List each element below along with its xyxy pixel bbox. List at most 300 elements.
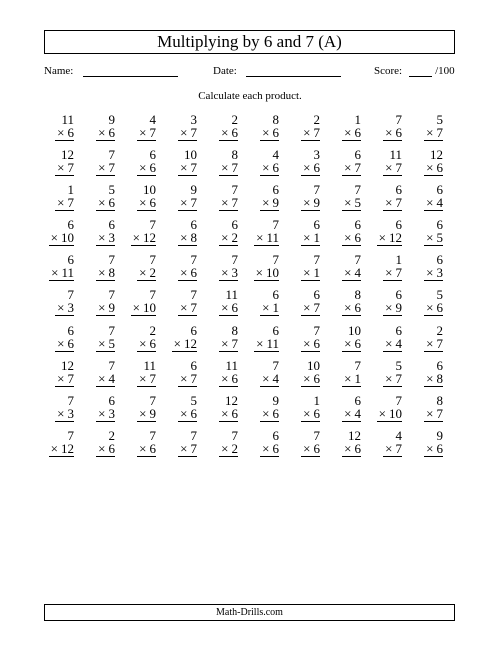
multiplier-row [424, 196, 443, 211]
times-sign: × [180, 370, 188, 386]
multiplication-problem [409, 218, 450, 253]
multiplicand: 12 [61, 147, 74, 163]
multiplication-problem [409, 288, 450, 323]
times-sign: × [57, 125, 65, 140]
multiplication-problem [368, 148, 409, 183]
multiplicand: 11 [389, 147, 402, 163]
multiplicand: 12 [430, 147, 443, 163]
problem-stack [219, 113, 238, 148]
multiplicand: 2 [149, 322, 156, 338]
times-sign: × [262, 405, 270, 421]
multiplicand: 11 [61, 112, 74, 127]
multiplication-problem [409, 148, 450, 183]
multiplier-row [219, 231, 238, 246]
instructions: Calculate each product. [198, 90, 302, 102]
times-sign: × [303, 370, 311, 386]
times-sign: × [132, 300, 140, 316]
multiplier-row [172, 337, 197, 352]
multiplier-row [301, 266, 320, 281]
times-sign: × [57, 370, 65, 386]
multiplier: 6 [190, 405, 197, 421]
multiplication-problem [409, 429, 450, 464]
multiplier: 2 [231, 440, 238, 456]
multiplicand: 1 [395, 252, 402, 268]
multiplicand: 12 [225, 392, 238, 408]
times-sign: × [385, 195, 393, 211]
multiplication-problem [327, 288, 368, 323]
multiplication-problem [40, 288, 81, 323]
multiplier: 6 [108, 195, 115, 211]
multiplier: 5 [354, 195, 361, 211]
multiplier-row [342, 161, 361, 176]
multiplication-problem [368, 218, 409, 253]
multiplier-row [96, 161, 115, 176]
times-sign: × [180, 160, 188, 176]
name-field [44, 64, 178, 77]
problem-stack [301, 359, 320, 394]
multiplication-problem [368, 183, 409, 218]
problem-stack [96, 288, 115, 323]
problem-stack [178, 113, 197, 148]
multiplication-problem [368, 359, 409, 394]
problem-stack [137, 113, 156, 148]
multiplier-row [383, 337, 402, 352]
multiplication-problem [122, 359, 163, 394]
multiplication-problem [245, 394, 286, 429]
date-blank[interactable] [246, 64, 341, 77]
multiplier-row [219, 442, 238, 457]
problem-stack [219, 394, 238, 429]
times-sign: × [262, 300, 270, 316]
multiplicand: 3 [190, 112, 197, 127]
times-sign: × [98, 160, 106, 176]
multiplier-row [49, 266, 74, 281]
multiplication-problem [163, 148, 204, 183]
multiplication-problem [204, 148, 245, 183]
multiplier-row [96, 442, 115, 457]
multiplier: 6 [436, 440, 443, 456]
problem-stack [301, 218, 320, 253]
multiplicand: 7 [354, 182, 361, 198]
times-sign: × [139, 160, 147, 176]
times-sign: × [221, 440, 229, 456]
multiplier: 7 [149, 125, 156, 140]
multiplier-row [424, 372, 443, 387]
multiplicand: 6 [190, 322, 197, 338]
times-sign: × [256, 335, 264, 351]
multiplier-row [424, 442, 443, 457]
multiplier: 6 [231, 300, 238, 316]
problem-stack [55, 359, 74, 394]
multiplier: 6 [272, 405, 279, 421]
times-sign: × [344, 125, 352, 140]
problem-stack [424, 253, 443, 288]
multiplicand: 7 [67, 287, 74, 303]
multiplier: 12 [184, 335, 197, 351]
multiplier: 6 [108, 440, 115, 456]
multiplicand: 7 [149, 217, 156, 233]
multiplication-problem [368, 429, 409, 464]
problem-stack [254, 253, 279, 288]
times-sign: × [180, 440, 188, 456]
multiplier: 2 [231, 230, 238, 246]
worksheet-title [44, 30, 455, 54]
multiplication-problem [122, 148, 163, 183]
multiplier-row [55, 126, 74, 141]
multiplier-row [301, 372, 320, 387]
multiplier: 10 [61, 230, 74, 246]
multiplication-problem [40, 359, 81, 394]
multiplier: 6 [354, 440, 361, 456]
times-sign: × [385, 265, 393, 281]
problem-stack [55, 148, 74, 183]
multiplier-row [383, 266, 402, 281]
multiplier: 6 [354, 300, 361, 316]
multiplier: 7 [67, 370, 74, 386]
times-sign: × [303, 405, 311, 421]
multiplicand: 7 [67, 427, 74, 443]
multiplier: 7 [395, 265, 402, 281]
multiplicand: 8 [354, 287, 361, 303]
multiplier-row [219, 407, 238, 422]
times-sign: × [426, 160, 434, 176]
multiplication-problem [245, 148, 286, 183]
times-sign: × [303, 125, 311, 140]
multiplication-problem [286, 183, 327, 218]
multiplier: 6 [190, 265, 197, 281]
multiplier: 6 [149, 195, 156, 211]
times-sign: × [262, 160, 270, 176]
multiplicand: 1 [67, 182, 74, 198]
multiplier-row [254, 266, 279, 281]
multiplier-row [301, 196, 320, 211]
multiplicand: 7 [149, 392, 156, 408]
problem-stack [383, 253, 402, 288]
multiplier: 7 [231, 335, 238, 351]
multiplication-problem [204, 253, 245, 288]
multiplier: 7 [67, 160, 74, 176]
problem-stack [377, 218, 402, 253]
times-sign: × [57, 160, 65, 176]
times-sign: × [262, 370, 270, 386]
multiplier-row [383, 301, 402, 316]
problem-stack [254, 324, 279, 359]
times-sign: × [344, 230, 352, 246]
multiplicand: 6 [436, 217, 443, 233]
problem-stack [55, 324, 74, 359]
problem-stack [301, 288, 320, 323]
multiplier-row [260, 301, 279, 316]
multiplier-row [178, 126, 197, 141]
problem-stack [131, 218, 156, 253]
multiplier: 3 [108, 405, 115, 421]
multiplication-problem [327, 218, 368, 253]
problem-stack [301, 183, 320, 218]
multiplier-row [55, 407, 74, 422]
multiplicand: 6 [354, 217, 361, 233]
multiplier-row [137, 196, 156, 211]
problem-stack [219, 253, 238, 288]
times-sign: × [50, 230, 58, 246]
multiplier-row [137, 337, 156, 352]
multiplier: 6 [149, 335, 156, 351]
multiplication-problem [204, 429, 245, 464]
times-sign: × [262, 125, 270, 140]
multiplier-row [424, 337, 443, 352]
multiplication-problem [122, 253, 163, 288]
multiplier-row [178, 196, 197, 211]
multiplication-problem [122, 183, 163, 218]
multiplier: 7 [190, 160, 197, 176]
multiplication-problem [81, 394, 122, 429]
multiplier: 4 [436, 195, 443, 211]
times-sign: × [139, 440, 147, 456]
multiplicand: 7 [108, 147, 115, 163]
multiplier: 12 [143, 230, 156, 246]
multiplicand: 6 [67, 217, 74, 233]
multiplier: 4 [395, 335, 402, 351]
multiplication-problem [327, 113, 368, 148]
multiplication-problem [81, 148, 122, 183]
multiplier-row [178, 231, 197, 246]
multiplication-problem [245, 359, 286, 394]
multiplier-row [178, 407, 197, 422]
times-sign: × [344, 195, 352, 211]
multiplier-row [178, 161, 197, 176]
multiplication-problem [368, 324, 409, 359]
problem-stack [178, 253, 197, 288]
multiplier-row [219, 337, 238, 352]
multiplicand: 7 [354, 357, 361, 373]
multiplicand: 7 [190, 252, 197, 268]
multiplication-problem [368, 253, 409, 288]
multiplier: 3 [67, 300, 74, 316]
times-sign: × [344, 370, 352, 386]
multiplication-problem [122, 113, 163, 148]
times-sign: × [344, 265, 352, 281]
multiplicand: 1 [354, 112, 361, 127]
multiplier-row [55, 301, 74, 316]
times-sign: × [262, 195, 270, 211]
problem-stack [342, 288, 361, 323]
times-sign: × [426, 405, 434, 421]
multiplication-problem [81, 218, 122, 253]
times-sign: × [139, 125, 147, 140]
multiplicand: 7 [231, 252, 238, 268]
multiplier-row [55, 372, 74, 387]
times-sign: × [180, 125, 188, 140]
multiplier-row [137, 442, 156, 457]
multiplicand: 4 [395, 427, 402, 443]
multiplicand: 6 [313, 217, 320, 233]
times-sign: × [139, 335, 147, 351]
multiplier: 6 [231, 370, 238, 386]
multiplier-row [424, 301, 443, 316]
multiplicand: 9 [436, 427, 443, 443]
problem-stack [301, 113, 320, 148]
multiplicand: 8 [436, 392, 443, 408]
times-sign: × [255, 265, 263, 281]
times-sign: × [180, 405, 188, 421]
problem-stack [260, 429, 279, 464]
times-sign: × [426, 195, 434, 211]
times-sign: × [344, 300, 352, 316]
multiplier: 7 [395, 195, 402, 211]
multiplication-problem [368, 113, 409, 148]
times-sign: × [426, 265, 434, 281]
multiplicand: 11 [143, 357, 156, 373]
multiplicand: 7 [190, 427, 197, 443]
problem-stack [131, 288, 156, 323]
times-sign: × [57, 300, 65, 316]
times-sign: × [426, 125, 434, 140]
multiplier-row [178, 442, 197, 457]
multiplier: 1 [313, 265, 320, 281]
problem-stack [137, 394, 156, 429]
problem-stack [377, 394, 402, 429]
multiplication-problem [40, 218, 81, 253]
multiplier: 10 [389, 405, 402, 421]
multiplication-problem [409, 113, 450, 148]
times-sign: × [344, 405, 352, 421]
score-blank[interactable] [409, 64, 432, 77]
problem-stack [342, 253, 361, 288]
multiplication-problem [245, 288, 286, 323]
problem-stack [178, 359, 197, 394]
multiplier-row [219, 196, 238, 211]
multiplication-problem [40, 429, 81, 464]
multiplication-problem [122, 429, 163, 464]
multiplier-row [260, 442, 279, 457]
times-sign: × [385, 440, 393, 456]
multiplier: 9 [149, 405, 156, 421]
multiplication-problem [286, 394, 327, 429]
times-sign: × [57, 405, 65, 421]
problem-stack [137, 324, 156, 359]
multiplicand: 7 [395, 392, 402, 408]
multiplier-row [55, 161, 74, 176]
problem-stack [55, 113, 74, 148]
times-sign: × [98, 335, 106, 351]
multiplier-row [137, 407, 156, 422]
multiplication-problem [409, 253, 450, 288]
multiplicand: 7 [272, 217, 279, 233]
multiplicand: 7 [67, 392, 74, 408]
multiplier: 3 [67, 405, 74, 421]
problem-stack [178, 218, 197, 253]
multiplication-problem [163, 253, 204, 288]
multiplicand: 5 [436, 287, 443, 303]
problem-stack [55, 394, 74, 429]
multiplicand: 6 [436, 182, 443, 198]
problem-stack [49, 218, 74, 253]
times-sign: × [221, 335, 229, 351]
times-sign: × [303, 230, 311, 246]
multiplication-problem [81, 183, 122, 218]
multiplicand: 10 [307, 357, 320, 373]
footer-text: Math-Drills.com [216, 607, 283, 618]
times-sign: × [221, 300, 229, 316]
multiplier: 11 [61, 265, 74, 281]
problem-stack [342, 324, 361, 359]
problem-stack [137, 429, 156, 464]
multiplicand: 10 [348, 322, 361, 338]
multiplier: 6 [67, 335, 74, 351]
multiplier-row [301, 231, 320, 246]
problem-stack [342, 113, 361, 148]
multiplicand: 5 [436, 112, 443, 127]
multiplier-row [342, 442, 361, 457]
problem-stack [301, 394, 320, 429]
multiplier: 7 [190, 440, 197, 456]
multiplier-row [342, 196, 361, 211]
problem-stack [301, 253, 320, 288]
multiplier-row [301, 161, 320, 176]
multiplier-row [96, 337, 115, 352]
multiplier: 2 [149, 265, 156, 281]
multiplier: 4 [354, 405, 361, 421]
problem-stack [424, 429, 443, 464]
multiplicand: 6 [395, 182, 402, 198]
multiplier: 1 [313, 230, 320, 246]
multiplier: 8 [108, 265, 115, 281]
multiplier: 5 [436, 230, 443, 246]
multiplier: 3 [436, 265, 443, 281]
multiplicand: 6 [272, 182, 279, 198]
times-sign: × [98, 125, 106, 140]
times-sign: × [50, 440, 58, 456]
multiplication-problem [163, 359, 204, 394]
problem-stack [178, 148, 197, 183]
multiplier-row [260, 407, 279, 422]
multiplicand: 3 [313, 147, 320, 163]
multiplicand: 6 [108, 217, 115, 233]
multiplication-problem [245, 324, 286, 359]
multiplicand: 8 [231, 147, 238, 163]
problem-stack [219, 288, 238, 323]
times-sign: × [221, 195, 229, 211]
multiplicand: 6 [190, 357, 197, 373]
multiplier-row [424, 231, 443, 246]
multiplication-problem [40, 148, 81, 183]
multiplier-row [383, 196, 402, 211]
date-label: Date: [213, 64, 237, 77]
problem-stack [424, 183, 443, 218]
multiplier: 6 [149, 440, 156, 456]
times-sign: × [221, 405, 229, 421]
multiplicand: 7 [272, 252, 279, 268]
multiplier-row [137, 266, 156, 281]
multiplier-row [219, 126, 238, 141]
multiplier: 7 [231, 160, 238, 176]
multiplier-row [219, 161, 238, 176]
multiplier: 6 [313, 405, 320, 421]
multiplier: 6 [149, 160, 156, 176]
multiplicand: 10 [184, 147, 197, 163]
problem-stack [49, 253, 74, 288]
multiplication-problem [286, 359, 327, 394]
multiplier-row [254, 231, 279, 246]
multiplier: 7 [108, 160, 115, 176]
times-sign: × [385, 370, 393, 386]
multiplication-problem [204, 288, 245, 323]
times-sign: × [139, 405, 147, 421]
multiplication-problem [40, 394, 81, 429]
multiplication-problem [245, 183, 286, 218]
name-blank[interactable] [83, 64, 178, 77]
multiplier-row [96, 407, 115, 422]
times-sign: × [98, 405, 106, 421]
